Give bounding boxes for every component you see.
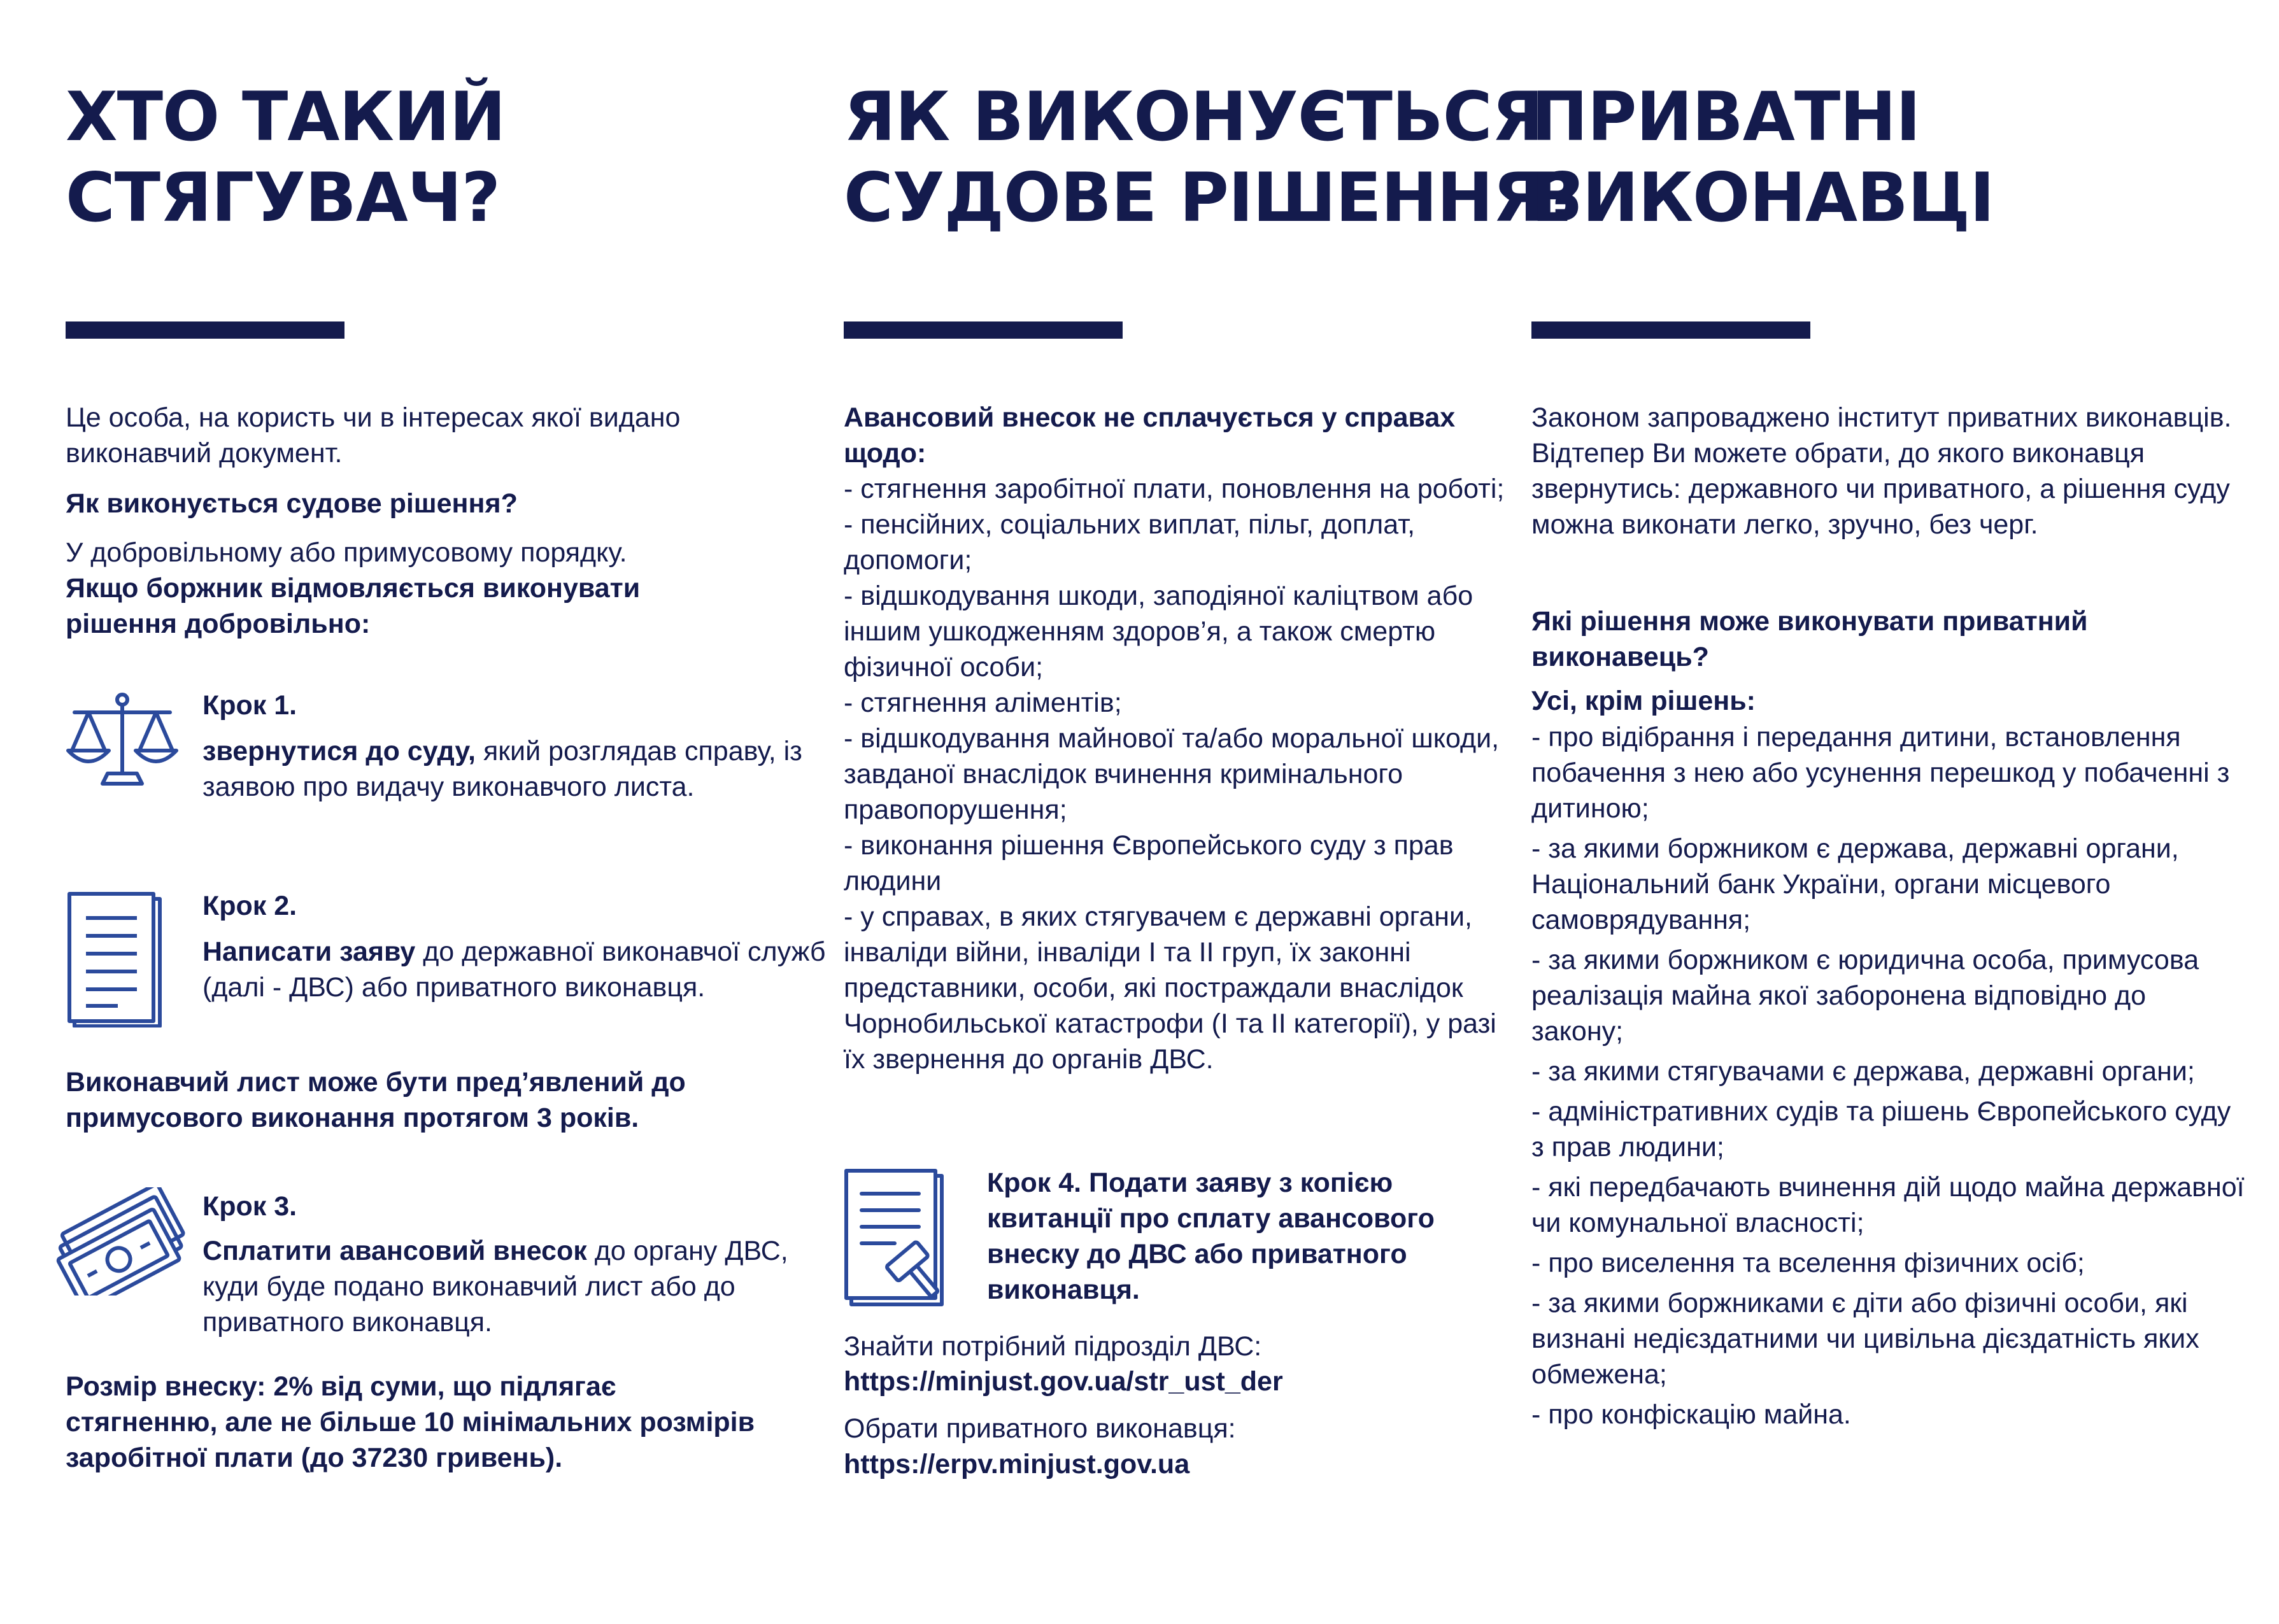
exempt-item: - відшкодування шкоди, заподіяної каліцтвом або іншим ушкодженням здоров’я, а також смертю фізичної особи; [844, 581, 1473, 682]
find-dvs-link-line [844, 1364, 1283, 1399]
question-how-executed: Як виконується судове рішення? [66, 488, 518, 519]
exception-item: - адміністративних судів та рішень Європейського суду з прав людини; [1531, 1096, 2231, 1162]
step-3-rest: до органу ДВС, куди буде подано виконавчий лист або до приватного виконавця. [202, 1236, 788, 1338]
all-except-label: Усі, крім рішень: [1531, 686, 1756, 716]
heading-line: ВИКОНАВЦІ [1531, 159, 1994, 237]
step-3-bold: Сплатити авансовий внесок [202, 1236, 587, 1266]
exception-item: - які передбачають вчинення дій щодо майна державної чи комунальної власності; [1531, 1172, 2245, 1238]
step-1-bold: звернутися до суду, [202, 736, 476, 766]
step-2-rest: до державної виконавчої служб (далі - ДВС) або приватного виконавця. [202, 936, 826, 1003]
answer-voluntary-or-forced: У добровільному або примусовому порядку. [66, 537, 627, 568]
heading-line: ЯК ВИКОНУЄТЬСЯ [844, 78, 1544, 156]
heading-underline [844, 321, 1123, 339]
document-gavel-icon [844, 1168, 952, 1308]
fee-amount-text: Розмір внеску: 2% від суми, що підлягає стягненню, але не більше 10 мінімальних розмірів заробітної плати (до 37230 гривень). [66, 1371, 755, 1473]
step-1-text [202, 733, 839, 805]
column-how-executed [844, 0, 1583, 1624]
exempt-item: - пенсійних, соціальних виплат, пільг, доплат, допомоги; [844, 509, 1416, 575]
exception-item: - за якими боржником є юридична особа, примусова реалізація майна якої заборонена відповідно до закону; [1531, 945, 2199, 1047]
step-2-bold: Написати заяву [202, 936, 416, 967]
exception-item: - про відібрання і передання дитини, встановлення побачення з нею або усунення перешкод у побаченні з дитиною; [1531, 722, 2230, 824]
heading-underline [1531, 321, 1810, 339]
exception-item: - за якими стягувачами є держава, державні органи; [1531, 1056, 2195, 1087]
step-1-title: Крок 1. [202, 690, 297, 721]
heading-line: СУДОВЕ РІШЕННЯ? [844, 159, 1583, 237]
step-1-rest: який розглядав справу, із заявою про видачу виконавчого листа. [202, 736, 802, 802]
find-dvs-link[interactable]: https://minjust.gov.ua/str_ust_der [844, 1366, 1283, 1397]
column-who-is-claimant [66, 0, 826, 1624]
exempt-item: - стягнення заробітної плати, поновлення на роботі; [844, 474, 1505, 504]
exempt-heading: Авансовий внесок не сплачується у справах щодо: [844, 402, 1456, 469]
scales-icon [66, 691, 179, 787]
claimant-definition: Це особа, на користь чи в інтересах якої видано виконавчий документ. [66, 402, 681, 469]
exempt-item: - відшкодування майнової та/або моральної шкоди, завданої внаслідок вчинення кримінального правопорушення; [844, 723, 1500, 825]
heading-line: СТЯГУВАЧ? [66, 159, 500, 237]
deadline-text: Виконавчий лист може бути пред’явлений до примусового виконання протягом 3 років. [66, 1067, 686, 1133]
choose-executor-link[interactable]: https://erpv.minjust.gov.ua [844, 1449, 1190, 1479]
exception-item: - за якими боржником є держава, державні органи, Національний банк України, органи місцевого самоврядування; [1531, 833, 2179, 935]
heading-who-is-claimant [66, 76, 505, 238]
column-private-executors [1531, 0, 2251, 1624]
step-3-text [202, 1233, 839, 1340]
step-4-text: Крок 4. Подати заяву з копією квитанції про сплату авансового внеску до ДВС або приватного виконавця. [987, 1168, 1435, 1305]
exception-item: - про конфіскацію майна. [1531, 1399, 1851, 1430]
step-3-title: Крок 3. [202, 1191, 297, 1222]
question-which-decisions: Які рішення може виконувати приватний виконавець? [1531, 606, 2088, 672]
heading-line: ХТО ТАКИЙ [66, 78, 506, 156]
exempt-item: - у справах, в яких стягувачем є державні органи, інваліди війни, інваліди I та II груп, їх законні представники, особи, які постраждали внаслідок Чорнобильської катастрофи (I та II категорії), у разі їх звернення до органів ДВС. [844, 901, 1496, 1075]
private-executors-intro: Законом запроваджено інститут приватних виконавців. Відтепер Ви можете обрати, до якого виконавця звернутись: державного чи приватного, а рішення суду можна виконати легко, зручно, без черг. [1531, 402, 2232, 540]
heading-private-executors [1531, 76, 1994, 238]
find-dvs-label: Знайти потрібний підрозділ ДВС: [844, 1331, 1262, 1362]
choose-executor-link-line [844, 1446, 1189, 1482]
exempt-item: - стягнення аліментів; [844, 688, 1122, 718]
money-icon [53, 1187, 193, 1296]
exception-item: - за якими боржниками є діти або фізичні особи, які визнані недієздатними чи цивільна дієздатність яких обмежена; [1531, 1288, 2199, 1390]
heading-how-executed [844, 76, 1582, 238]
exempt-item: - виконання рішення Європейського суду з прав людини [844, 830, 1454, 896]
heading-underline [66, 321, 344, 339]
debtor-refuses-text: Якщо боржник відмовляється виконувати рішення добровільно: [66, 573, 641, 639]
step-2-text [202, 934, 839, 1005]
step-2-title: Крок 2. [202, 891, 297, 921]
document-icon [67, 891, 162, 1027]
exception-item: - про виселення та вселення фізичних осіб; [1531, 1248, 2085, 1278]
exempt-list [844, 471, 1506, 1077]
exceptions-list [1531, 719, 2245, 1432]
choose-executor-label: Обрати приватного виконавця: [844, 1413, 1236, 1444]
heading-line: ПРИВАТНІ [1531, 78, 1920, 156]
